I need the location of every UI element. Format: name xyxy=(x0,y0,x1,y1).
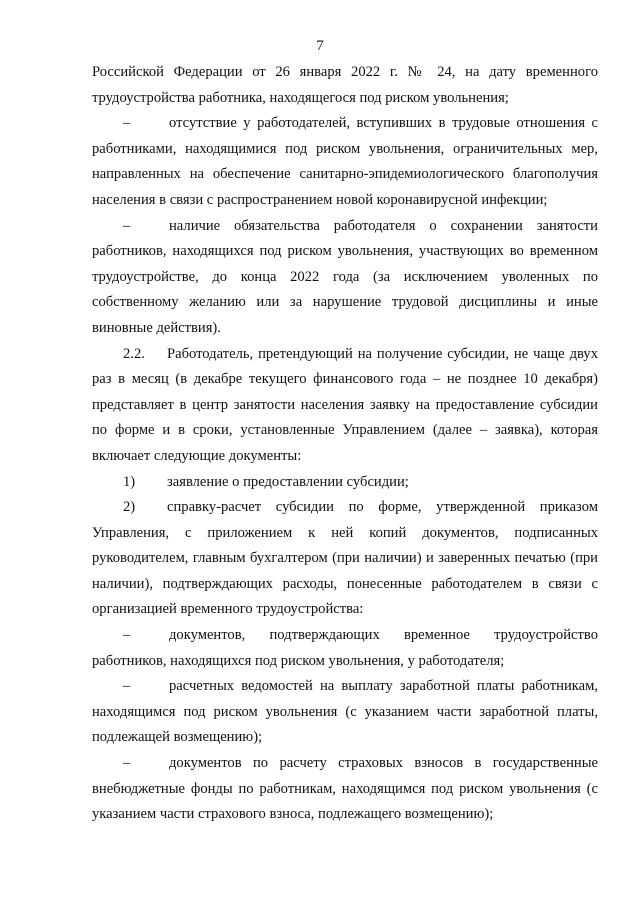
paragraph-text: отсутствие у работодателей, вступивших в трудовые отношения с работниками, находящимися под риском увольнения, ограничительных мер, направленных на обеспечение санитарно-эпидемиологического благополучия населения в связи с распространением новой коронавирусной инфекции; xyxy=(92,115,598,208)
paragraph-section xyxy=(92,342,598,470)
paragraph-bullet xyxy=(92,111,598,213)
dash-marker: – xyxy=(123,755,131,772)
item-number: 1) xyxy=(123,473,136,490)
dash-marker: – xyxy=(123,627,131,644)
paragraph-numbered xyxy=(92,470,598,496)
paragraph-text: расчетных ведомостей на выплату заработной платы работникам, находящимся под риском увольнения (с указанием части заработной платы, подлежащей возмещению); xyxy=(92,678,598,746)
section-number: 2.2. xyxy=(123,345,145,362)
item-number: 2) xyxy=(123,499,136,516)
paragraph-text: наличие обязательства работодателя о сохранении занятости работников, находящихся под риском увольнения, участвующих во временном трудоустройстве, до конца 2022 года (за исключением уволенных по собственному желанию или за нарушение трудовой дисциплины и иные виновные действия). xyxy=(92,217,598,336)
paragraph-bullet xyxy=(92,623,598,674)
dash-marker: – xyxy=(123,678,131,695)
document-body xyxy=(92,60,598,828)
paragraph-continuation xyxy=(92,60,598,111)
paragraph-text: Работодатель, претендующий на получение субсидии, не чаще двух раз в месяц (в декабре текущего финансового года – не позднее 10 декабря) представляет в центр занятости населения заявку на предоставление субсидии по форме и в сроки, установленные Управлением (далее – заявка), которая включает следующие документы: xyxy=(92,345,598,464)
paragraph-bullet xyxy=(92,674,598,751)
paragraph-text: документов, подтверждающих временное трудоустройство работников, находящихся под риском увольнения, у работодателя; xyxy=(92,627,598,669)
paragraph-text: Российской Федерации от 26 января 2022 г. № 24, на дату временного трудоустройства работника, находящегося под риском увольнения; xyxy=(92,64,598,106)
paragraph-numbered xyxy=(92,495,598,623)
paragraph-text: справку-расчет субсидии по форме, утвержденной приказом Управления, с приложением к ней копий документов, подписанных руководителем, главным бухгалтером (при наличии) и заверенных печатью (при наличии), подтверждающих расходы, понесенные работодателем в связи с организацией временного трудоустройства: xyxy=(92,499,598,618)
dash-marker: – xyxy=(123,217,131,234)
dash-marker: – xyxy=(123,115,131,132)
paragraph-bullet xyxy=(92,751,598,828)
paragraph-text: заявление о предоставлении субсидии; xyxy=(167,473,409,490)
paragraph-bullet xyxy=(92,214,598,342)
page-number: 7 xyxy=(316,38,324,54)
paragraph-text: документов по расчету страховых взносов в государственные внебюджетные фонды по работникам, находящимся под риском увольнения (с указанием части страхового взноса, подлежащего возмещению); xyxy=(92,755,598,823)
